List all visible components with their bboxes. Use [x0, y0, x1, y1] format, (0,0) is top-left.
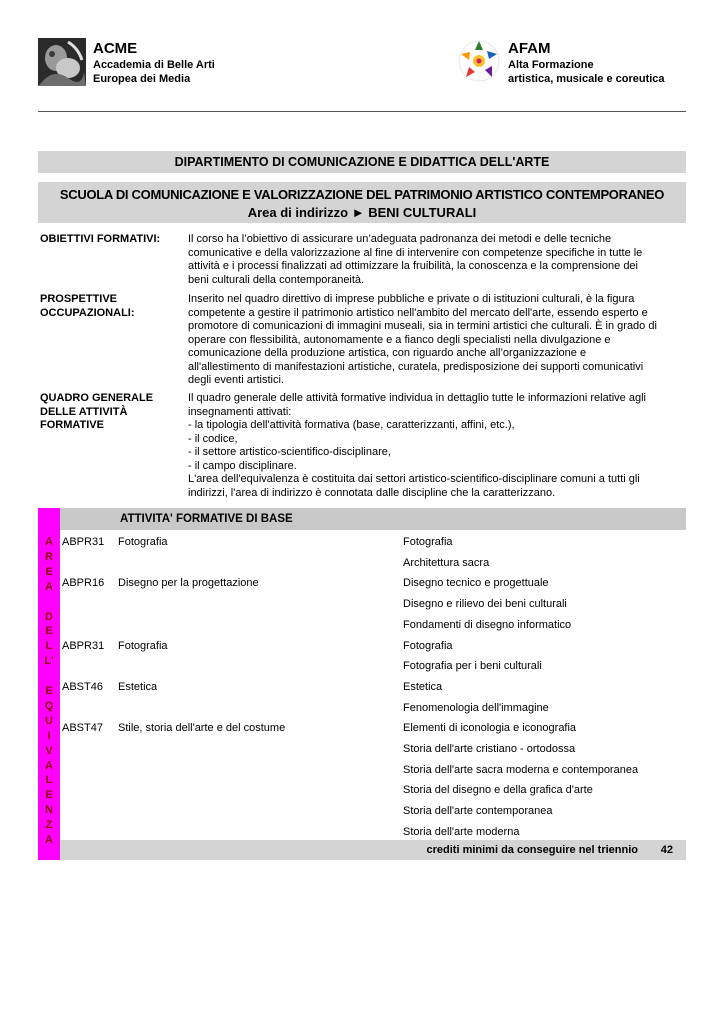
row-course: Storia del disegno e della grafica d'arte	[403, 784, 593, 797]
row-code: ABST47	[62, 722, 103, 735]
side-letter: L	[45, 640, 53, 653]
row-course: Fotografia	[403, 536, 453, 548]
footer-value: 42	[660, 844, 673, 856]
side-letter: E	[45, 625, 53, 638]
school-title: SCUOLA DI COMUNICAZIONE E VALORIZZAZIONE DEL PATRIMONIO ARTISTICO CONTEMPORANEO	[59, 187, 665, 202]
table-header	[60, 508, 686, 530]
section-text: Inserito nel quadro direttivo di imprese pubbliche e private o di istituzioni culturali, è la figura competente a gestire il patrimonio artistico nell'ambito del mercato dell'arte, essendo esperto e promotore di comunicazioni di immagini museali, sia in termini artistici che culturali. È in grado di operare con flessibilità, autonomamente e a fianco degli specialisti nella divulgazione e comunicazione della produzione artistica, con riguardo anche all’organizzazione e all'allestimento di manifestazioni artistiche, curatela, predisposizione dei supporti comunicativi degli eventi artistici.	[188, 293, 657, 386]
side-letter: A	[45, 580, 53, 593]
side-letter: L	[45, 774, 53, 787]
acme-title: ACME	[93, 40, 138, 57]
side-letter: E	[45, 565, 53, 578]
row-course: Elementi di iconologia e iconografia	[403, 722, 577, 735]
row-course: Storia dell'arte moderna	[403, 825, 520, 838]
footer-label: crediti minimi da conseguire nel triennio	[426, 844, 638, 856]
afam-line1: Alta Formazione	[508, 59, 594, 71]
school-banner	[38, 182, 686, 223]
side-letter: A	[45, 759, 53, 772]
row-course: Fondamenti di disegno informatico	[403, 618, 572, 631]
afam-logo-icon	[456, 38, 502, 84]
side-letter: V	[45, 744, 53, 757]
side-letter: E	[45, 789, 53, 802]
section-label: PROSPETTIVE OCCUPAZIONALI:	[40, 293, 135, 319]
row-name: Stile, storia dell'arte e del costume	[118, 722, 286, 735]
row-code: ABST46	[62, 680, 103, 693]
section-label: OBIETTIVI FORMATIVI:	[40, 233, 161, 245]
school-area: Area di indirizzo ► BENI CULTURALI	[247, 205, 477, 220]
row-course: Storia dell'arte cristiano - ortodossa	[403, 743, 576, 755]
row-course: Disegno e rilievo dei beni culturali	[403, 598, 567, 611]
acme-logo-icon	[38, 38, 86, 86]
area-equivalenza-column	[38, 508, 60, 860]
side-letter: R	[45, 550, 53, 563]
row-course: Disegno tecnico e progettuale	[403, 577, 549, 590]
row-name: Estetica	[118, 680, 158, 693]
acme-line2: Europea dei Media	[93, 73, 191, 85]
row-course: Fenomenologia dell'immagine	[403, 701, 549, 714]
table-footer	[60, 840, 686, 860]
section-overview	[40, 392, 684, 502]
row-course: Estetica	[403, 680, 443, 693]
side-letter: D	[45, 610, 53, 623]
section-objectives	[40, 233, 684, 289]
row-name: Fotografia	[118, 536, 168, 548]
section-prospects	[40, 293, 684, 389]
row-course: Storia dell'arte sacra moderna e contemporanea	[403, 763, 639, 776]
activities-table	[38, 508, 686, 860]
side-letter: A	[45, 834, 53, 846]
row-course: Fotografia	[403, 639, 453, 652]
row-name: Fotografia	[118, 639, 168, 652]
header-divider	[38, 111, 686, 112]
table-header-label: ATTIVITA' FORMATIVE DI BASE	[120, 513, 293, 525]
section-label: QUADRO GENERALE DELLE ATTIVITÀ FORMATIVE	[40, 392, 154, 431]
side-letter: E	[45, 685, 53, 697]
side-letter: Z	[45, 819, 53, 832]
row-code: ABPR16	[62, 577, 105, 590]
side-letter: Q	[44, 699, 54, 712]
side-letter: A	[45, 536, 53, 548]
department-title: DIPARTIMENTO DI COMUNICAZIONE E DIDATTICA DELL'ARTE	[38, 151, 686, 173]
row-code: ABPR31	[62, 536, 105, 548]
afam-title: AFAM	[508, 40, 551, 57]
acme-brand	[93, 40, 215, 86]
section-text: Il quadro generale delle attività formative individua in dettaglio tutte le informazioni relative agli insegnamenti attivati: - la tipologia dell'attività formativa (base, caratterizzanti, affini, etc.), - il codice, - il settore artistico-scientifico-disciplinare, - il campo disciplinare. L'area dell'equivalenza è costituita dai settori artistico-scientifico-disciplinare comuni a tutti gli indirizzi, l'area di indirizzo è connotata dalle discipline che la caratterizzano.	[188, 392, 646, 499]
side-letter: N	[45, 804, 53, 817]
row-course: Architettura sacra	[403, 556, 490, 569]
row-course: Fotografia per i beni culturali	[403, 660, 542, 673]
side-letter: I	[47, 729, 51, 742]
section-text: Il corso ha l’obiettivo di assicurare un’adeguata padronanza dei metodi e delle tecniche comunicative e della valorizzazione al fine di intervenire con competenze specifiche in tutte le attività e i processi finalizzati ad ottimizzare la fruibilità, la conoscenza e la comprensione dei beni culturali della contemporaneità.	[188, 233, 643, 286]
acme-line1: Accademia di Belle Arti	[93, 59, 215, 71]
row-code: ABPR31	[62, 639, 105, 652]
afam-line2: artistica, musicale e coreutica	[508, 73, 665, 85]
afam-brand	[508, 40, 665, 86]
side-letter: L'	[44, 655, 54, 668]
row-course: Storia dell'arte contemporanea	[403, 805, 553, 818]
row-name: Disegno per la progettazione	[118, 577, 259, 590]
page-header	[38, 38, 686, 98]
side-letter: U	[45, 714, 53, 727]
